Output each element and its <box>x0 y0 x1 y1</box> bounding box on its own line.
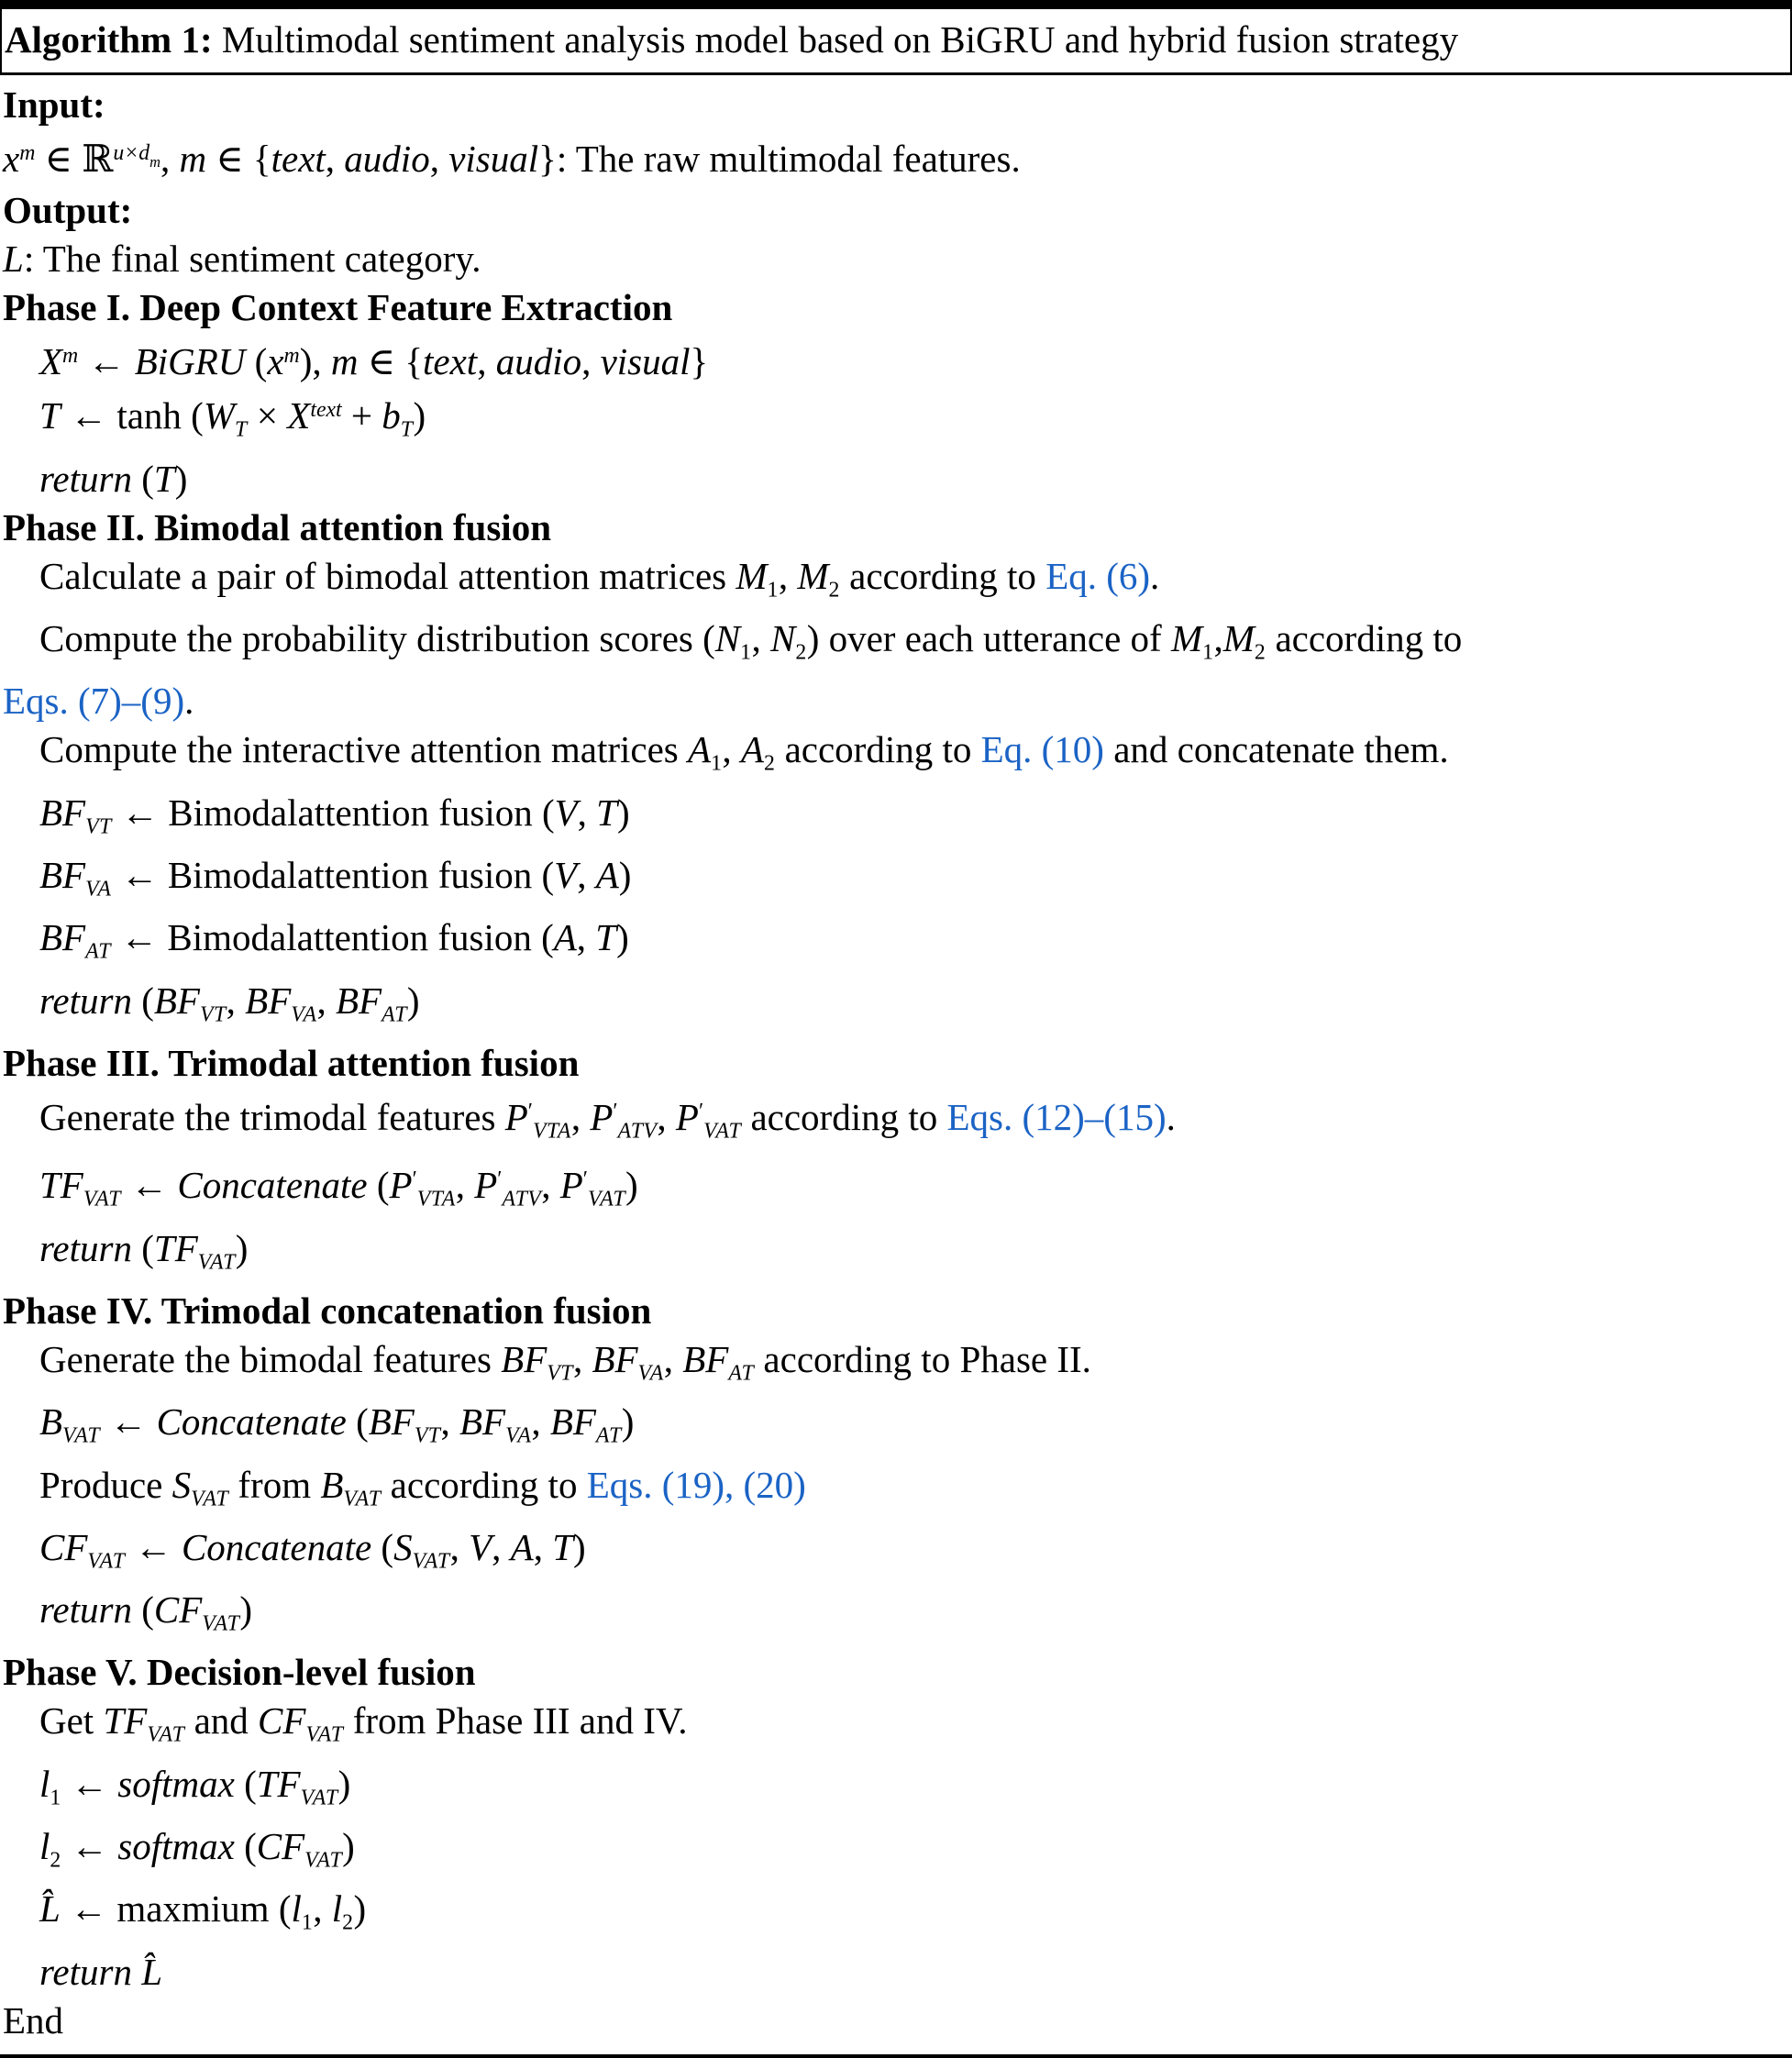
text-segment: , <box>572 1337 592 1380</box>
text-segment: L̂ <box>141 1950 163 1993</box>
text-segment: ← Bimodalattention fusion ( <box>111 853 555 896</box>
text-segment: AT <box>728 1361 755 1386</box>
text-segment: softmax <box>117 1762 235 1805</box>
text-segment: 2 <box>342 1910 354 1935</box>
text-segment: X <box>39 340 63 383</box>
text-segment: from <box>228 1463 321 1506</box>
text-segment: l <box>291 1887 302 1931</box>
text-segment: VAT <box>412 1549 450 1574</box>
text-segment: , <box>226 979 246 1022</box>
text-segment: BF <box>592 1337 638 1380</box>
text-segment: ) <box>342 1825 355 1868</box>
text-segment: , <box>316 979 336 1022</box>
text-segment: End <box>3 1998 64 2041</box>
text-segment: ( <box>245 340 268 383</box>
text-segment: BiGRU <box>134 340 246 383</box>
text-segment: ) <box>353 1887 367 1931</box>
text-segment: BF <box>245 979 292 1022</box>
text-segment: AT <box>85 939 111 964</box>
eq-link[interactable]: Eq. (10) <box>980 728 1104 771</box>
algorithm-title <box>0 0 1792 75</box>
stmt-return-lhat <box>3 1948 1792 1997</box>
eq-link[interactable]: Eqs. (12)–(15) <box>946 1095 1167 1138</box>
text-segment: V <box>469 1525 492 1568</box>
text-segment: VA <box>505 1423 532 1448</box>
stmt-generate-trimodal <box>3 1088 1792 1156</box>
text-segment: ∈ { <box>358 340 423 383</box>
text-segment: T <box>39 394 61 437</box>
stmt-compute-interactive <box>3 725 1792 788</box>
stmt-bf-at <box>3 913 1792 976</box>
text-segment: M <box>1170 616 1203 659</box>
text-segment: VAT <box>147 1722 185 1747</box>
text-segment: audio <box>495 340 582 383</box>
text-segment: TF <box>256 1762 301 1805</box>
text-segment: B <box>39 1400 63 1444</box>
text-segment: ← Bimodalattention fusion ( <box>111 791 555 834</box>
text-segment: Calculate a pair of bimodal attention matrices <box>39 554 736 597</box>
text-segment: ′ <box>412 1167 417 1192</box>
text-segment: 2 <box>795 640 807 665</box>
stmt-compute-probability <box>3 614 1792 677</box>
stmt-cf-vat <box>3 1523 1792 1586</box>
text-segment: ℝ <box>82 138 114 181</box>
stmt-generate-bimodal <box>3 1335 1792 1398</box>
text-segment: }: The raw multimodal features. <box>538 138 1021 181</box>
text-segment: A <box>688 728 712 771</box>
text-segment: , <box>576 916 596 959</box>
text-segment: VAT <box>62 1423 101 1448</box>
text-segment: ( <box>131 1588 154 1632</box>
text-segment: , <box>531 1400 550 1444</box>
text-segment: m <box>179 138 207 181</box>
text-segment: text <box>423 340 478 383</box>
text-segment: x <box>267 340 284 383</box>
text-segment: T <box>400 417 414 442</box>
text-segment: ATV <box>617 1119 658 1144</box>
phase-4-heading <box>3 1287 1792 1335</box>
text-segment: ∈ <box>35 138 83 181</box>
text-segment: ), <box>299 340 331 383</box>
text-segment: , <box>657 1095 676 1138</box>
text-segment: VAT <box>300 1786 338 1810</box>
text-segment: N <box>714 616 741 659</box>
text-segment: ) <box>616 916 629 959</box>
stmt-l2 <box>3 1822 1792 1885</box>
phase-1-heading <box>3 283 1792 332</box>
text-segment: T <box>552 1525 574 1568</box>
text-segment: VT <box>199 1001 227 1026</box>
text-segment: ′ <box>613 1099 618 1123</box>
text-segment: ′ <box>527 1099 533 1123</box>
text-segment: Generate the trimodal features <box>39 1095 505 1138</box>
text-segment: BF <box>368 1400 415 1444</box>
eq-link[interactable]: Eqs. (19), (20) <box>586 1463 806 1506</box>
text-segment: ( <box>131 979 154 1022</box>
text-segment: T <box>153 457 175 500</box>
text-segment: A <box>740 728 764 771</box>
text-segment: m <box>283 344 300 369</box>
text-segment: , <box>1213 616 1223 659</box>
text-segment: , <box>751 616 770 659</box>
text-segment: B <box>320 1463 344 1506</box>
text-segment: BF <box>39 791 86 834</box>
text-segment: T <box>596 791 617 834</box>
text-segment: VT <box>414 1423 441 1448</box>
text-segment: text <box>271 138 326 181</box>
input-description <box>3 129 1792 186</box>
text-segment: VAT <box>703 1119 742 1144</box>
stmt-produce-s <box>3 1461 1792 1523</box>
algorithm-title-text: Multimodal sentiment analysis model based on BiGRU and hybrid fusion strategy <box>212 18 1459 61</box>
text-segment: BF <box>39 853 86 896</box>
text-segment: m <box>62 344 79 369</box>
text-segment: , <box>663 1337 683 1380</box>
text-segment: VAT <box>202 1611 240 1636</box>
text-segment: text <box>310 398 342 423</box>
stmt-bigru <box>3 332 1792 386</box>
text-segment: VT <box>85 813 112 838</box>
text-segment: ( <box>131 457 154 500</box>
text-segment: , <box>313 1887 332 1931</box>
text-segment: P <box>590 1095 614 1138</box>
text-segment: Generate the bimodal features <box>39 1337 502 1380</box>
text-segment: V <box>554 791 578 834</box>
text-segment <box>132 1951 141 1993</box>
text-segment: ) <box>337 1762 351 1805</box>
text-segment: L <box>3 238 24 281</box>
text-segment: 1 <box>767 577 779 602</box>
text-segment: S <box>171 1463 192 1506</box>
text-segment: ) <box>413 394 426 437</box>
text-segment: ( <box>371 1525 394 1568</box>
text-segment: } <box>690 340 709 383</box>
text-segment: S <box>393 1525 413 1568</box>
text-segment: , <box>577 853 596 896</box>
text-segment: M <box>1222 616 1255 659</box>
text-segment: ( <box>367 1164 390 1207</box>
text-segment: . <box>184 680 194 723</box>
text-segment: ← tanh ( <box>60 394 204 437</box>
text-segment: according to <box>775 728 981 771</box>
text-segment: , <box>449 1525 470 1568</box>
text-segment: CF <box>256 1825 305 1868</box>
input-heading <box>3 81 1792 129</box>
text-segment: return <box>39 1950 132 1993</box>
stmt-b-vat <box>3 1398 1792 1460</box>
text-segment: A <box>595 853 619 896</box>
text-segment: VAT <box>87 1549 126 1574</box>
text-segment: T <box>234 417 248 442</box>
text-segment: 2 <box>1254 640 1267 665</box>
text-segment: VAT <box>588 1187 626 1212</box>
text-segment: , <box>541 1164 560 1207</box>
phase-3-heading <box>3 1039 1792 1088</box>
text-segment: T <box>595 916 617 959</box>
eq-link[interactable]: Eq. (6) <box>1045 554 1151 597</box>
text-segment: ← <box>61 1762 118 1805</box>
text-segment: ( <box>346 1400 369 1444</box>
text-segment: W <box>203 394 235 437</box>
bottom-rule <box>0 2054 1792 2058</box>
text-segment: , <box>778 554 798 597</box>
text-segment: b <box>382 394 401 437</box>
stmt-l1 <box>3 1760 1792 1822</box>
text-segment: ′ <box>698 1099 704 1123</box>
text-segment: ) <box>618 853 632 896</box>
text-segment: and concatenate them. <box>1103 728 1449 771</box>
text-segment: VAT <box>83 1187 121 1212</box>
text-segment: VA <box>291 1001 317 1026</box>
text-segment: , <box>429 138 449 181</box>
stmt-return-bf <box>3 977 1792 1039</box>
text-segment: Phase II. Bimodal attention fusion <box>3 505 552 548</box>
text-segment: according to <box>741 1095 947 1138</box>
text-segment: visual <box>448 138 539 181</box>
algorithm-label: Algorithm 1: <box>5 18 213 61</box>
text-segment: P <box>559 1164 583 1207</box>
text-segment: BF <box>336 979 382 1022</box>
text-segment: Phase I. Deep Context Feature Extraction <box>3 286 673 329</box>
text-segment: Phase III. Trimodal attention fusion <box>3 1041 580 1084</box>
text-segment: ← Bimodalattention fusion ( <box>110 916 554 959</box>
stmt-get <box>3 1697 1792 1759</box>
text-segment: VA <box>637 1361 664 1386</box>
text-segment: ) <box>406 979 420 1022</box>
text-segment: Concatenate <box>156 1400 347 1444</box>
text-segment: VAT <box>343 1486 382 1510</box>
algorithm-body <box>0 75 1792 2049</box>
text-segment: N <box>769 616 796 659</box>
text-segment: audio <box>344 138 430 181</box>
text-segment: BF <box>39 916 86 959</box>
text-segment: Output: <box>3 189 133 232</box>
text-segment: CF <box>258 1699 306 1743</box>
text-segment: Compute the interactive attention matrices <box>39 728 689 771</box>
text-segment: L̂ <box>39 1887 61 1931</box>
text-segment: VAT <box>191 1486 229 1510</box>
text-segment: according to <box>839 554 1046 597</box>
text-segment: A <box>553 916 577 959</box>
stmt-lhat <box>3 1885 1792 1947</box>
text-segment: ′ <box>582 1167 588 1192</box>
text-segment: return <box>39 979 132 1022</box>
text-segment: , <box>722 728 741 771</box>
text-segment: 1 <box>740 640 752 665</box>
text-segment: P <box>675 1095 699 1138</box>
text-segment: l <box>331 1887 343 1931</box>
text-segment: softmax <box>117 1825 235 1868</box>
text-segment: V <box>554 853 578 896</box>
text-segment: Input: <box>3 83 105 126</box>
text-segment: return <box>39 1226 132 1269</box>
text-segment: ) <box>616 791 630 834</box>
text-segment: BF <box>459 1400 506 1444</box>
text-segment: ( <box>131 1226 154 1269</box>
text-segment: BF <box>549 1400 596 1444</box>
stmt-return-t <box>3 455 1792 503</box>
text-segment: BF <box>501 1337 548 1380</box>
text-segment: m <box>19 141 36 165</box>
text-segment: ) <box>174 457 188 500</box>
stmt-return-tf <box>3 1224 1792 1287</box>
text-segment: from Phase III and IV. <box>343 1699 688 1743</box>
text-segment: according to <box>381 1463 587 1506</box>
text-segment: , <box>477 340 496 383</box>
text-segment: P <box>474 1164 498 1207</box>
text-segment: ← <box>78 340 135 383</box>
text-segment: ) <box>239 1588 252 1632</box>
text-segment: , <box>492 1525 511 1568</box>
text-segment: , <box>581 340 601 383</box>
text-segment: , <box>160 138 180 181</box>
text-segment: , <box>455 1164 475 1207</box>
text-segment: P <box>389 1164 413 1207</box>
text-segment: M <box>797 554 829 597</box>
text-segment: VT <box>547 1361 573 1386</box>
text-segment: according to Phase II. <box>754 1337 1091 1380</box>
stmt-tf-vat <box>3 1156 1792 1223</box>
text-segment: l <box>39 1762 50 1805</box>
text-segment: 1 <box>711 751 723 776</box>
text-segment: l <box>39 1825 50 1868</box>
text-segment: AT <box>595 1423 622 1448</box>
phase-2-heading <box>3 503 1792 552</box>
text-segment: 1 <box>50 1786 61 1810</box>
text-segment: ( <box>234 1825 257 1868</box>
text-segment: return <box>39 457 132 500</box>
text-segment: Phase IV. Trimodal concatenation fusion <box>3 1289 652 1332</box>
stmt-calculate-matrices <box>3 552 1792 614</box>
text-segment: VTA <box>416 1187 456 1212</box>
text-segment: ) <box>235 1226 249 1269</box>
text-segment: TF <box>39 1164 83 1207</box>
text-segment: Concatenate <box>177 1164 368 1207</box>
text-segment: . <box>1150 554 1160 597</box>
text-segment: according to <box>1266 616 1463 659</box>
text-segment: : The final sentiment category. <box>23 238 481 281</box>
text-segment: BF <box>153 979 200 1022</box>
text-segment: ATV <box>502 1187 542 1212</box>
stmt-compute-probability-cont <box>3 677 1792 725</box>
text-segment: Concatenate <box>181 1525 372 1568</box>
text-segment: × <box>247 394 288 437</box>
text-segment: + <box>341 394 382 437</box>
text-segment: 2 <box>828 577 840 602</box>
text-segment: VAT <box>304 1848 343 1873</box>
text-segment: VAT <box>197 1249 236 1274</box>
text-segment: CF <box>39 1525 88 1568</box>
end-label <box>3 1997 1792 2045</box>
text-segment: Compute the probability distribution scores ( <box>39 616 715 659</box>
text-segment: ′ <box>497 1167 503 1192</box>
text-segment: ) <box>573 1525 586 1568</box>
text-segment: X <box>287 394 311 437</box>
stmt-bf-vt <box>3 789 1792 851</box>
text-segment: ( <box>234 1762 257 1805</box>
stmt-tanh <box>3 386 1792 454</box>
text-segment: Get <box>39 1699 104 1743</box>
text-segment: , <box>577 791 597 834</box>
output-heading <box>3 186 1792 235</box>
text-segment: . <box>1166 1095 1176 1138</box>
text-segment: m <box>330 340 359 383</box>
text-segment: , <box>570 1095 591 1138</box>
text-segment: AT <box>382 1001 407 1026</box>
stmt-return-cf <box>3 1586 1792 1648</box>
output-description <box>3 235 1792 283</box>
phase-5-heading <box>3 1648 1792 1697</box>
text-segment: ← <box>120 1164 178 1207</box>
text-segment: ) over each utterance of <box>806 616 1171 659</box>
eq-link[interactable]: Eqs. (7)–(9) <box>3 680 185 723</box>
text-segment: Phase V. Decision-level fusion <box>3 1651 476 1694</box>
text-segment: 2 <box>50 1848 61 1873</box>
text-segment: , <box>325 138 345 181</box>
text-segment: x <box>3 138 20 181</box>
text-segment: , <box>533 1525 553 1568</box>
text-segment: visual <box>600 340 691 383</box>
text-segment: P <box>504 1095 528 1138</box>
text-segment: ← <box>61 1825 118 1868</box>
text-segment: ← <box>100 1400 157 1444</box>
text-segment: 1 <box>1202 640 1214 665</box>
text-segment: M <box>736 554 768 597</box>
text-segment: m <box>149 153 160 172</box>
text-segment: , <box>440 1400 459 1444</box>
text-segment: VA <box>85 877 112 902</box>
text-segment: VTA <box>532 1119 571 1144</box>
text-segment: and <box>184 1699 259 1743</box>
text-segment: 2 <box>763 751 776 776</box>
text-segment: VAT <box>305 1722 344 1747</box>
text-segment: A <box>510 1525 534 1568</box>
text-segment: ) <box>621 1400 635 1444</box>
text-segment: Produce <box>39 1463 172 1506</box>
text-segment: ← <box>125 1525 182 1568</box>
text-segment: ) <box>625 1164 638 1207</box>
stmt-bf-va <box>3 851 1792 913</box>
text-segment: BF <box>682 1337 729 1380</box>
text-segment: TF <box>153 1226 198 1269</box>
text-segment: CF <box>153 1588 203 1632</box>
text-segment: ← maxmium ( <box>60 1887 292 1931</box>
text-segment: return <box>39 1588 132 1632</box>
text-segment: u×d <box>113 141 150 165</box>
text-segment: 1 <box>301 1910 314 1935</box>
text-segment: ∈ { <box>206 138 271 181</box>
text-segment: TF <box>103 1699 148 1743</box>
